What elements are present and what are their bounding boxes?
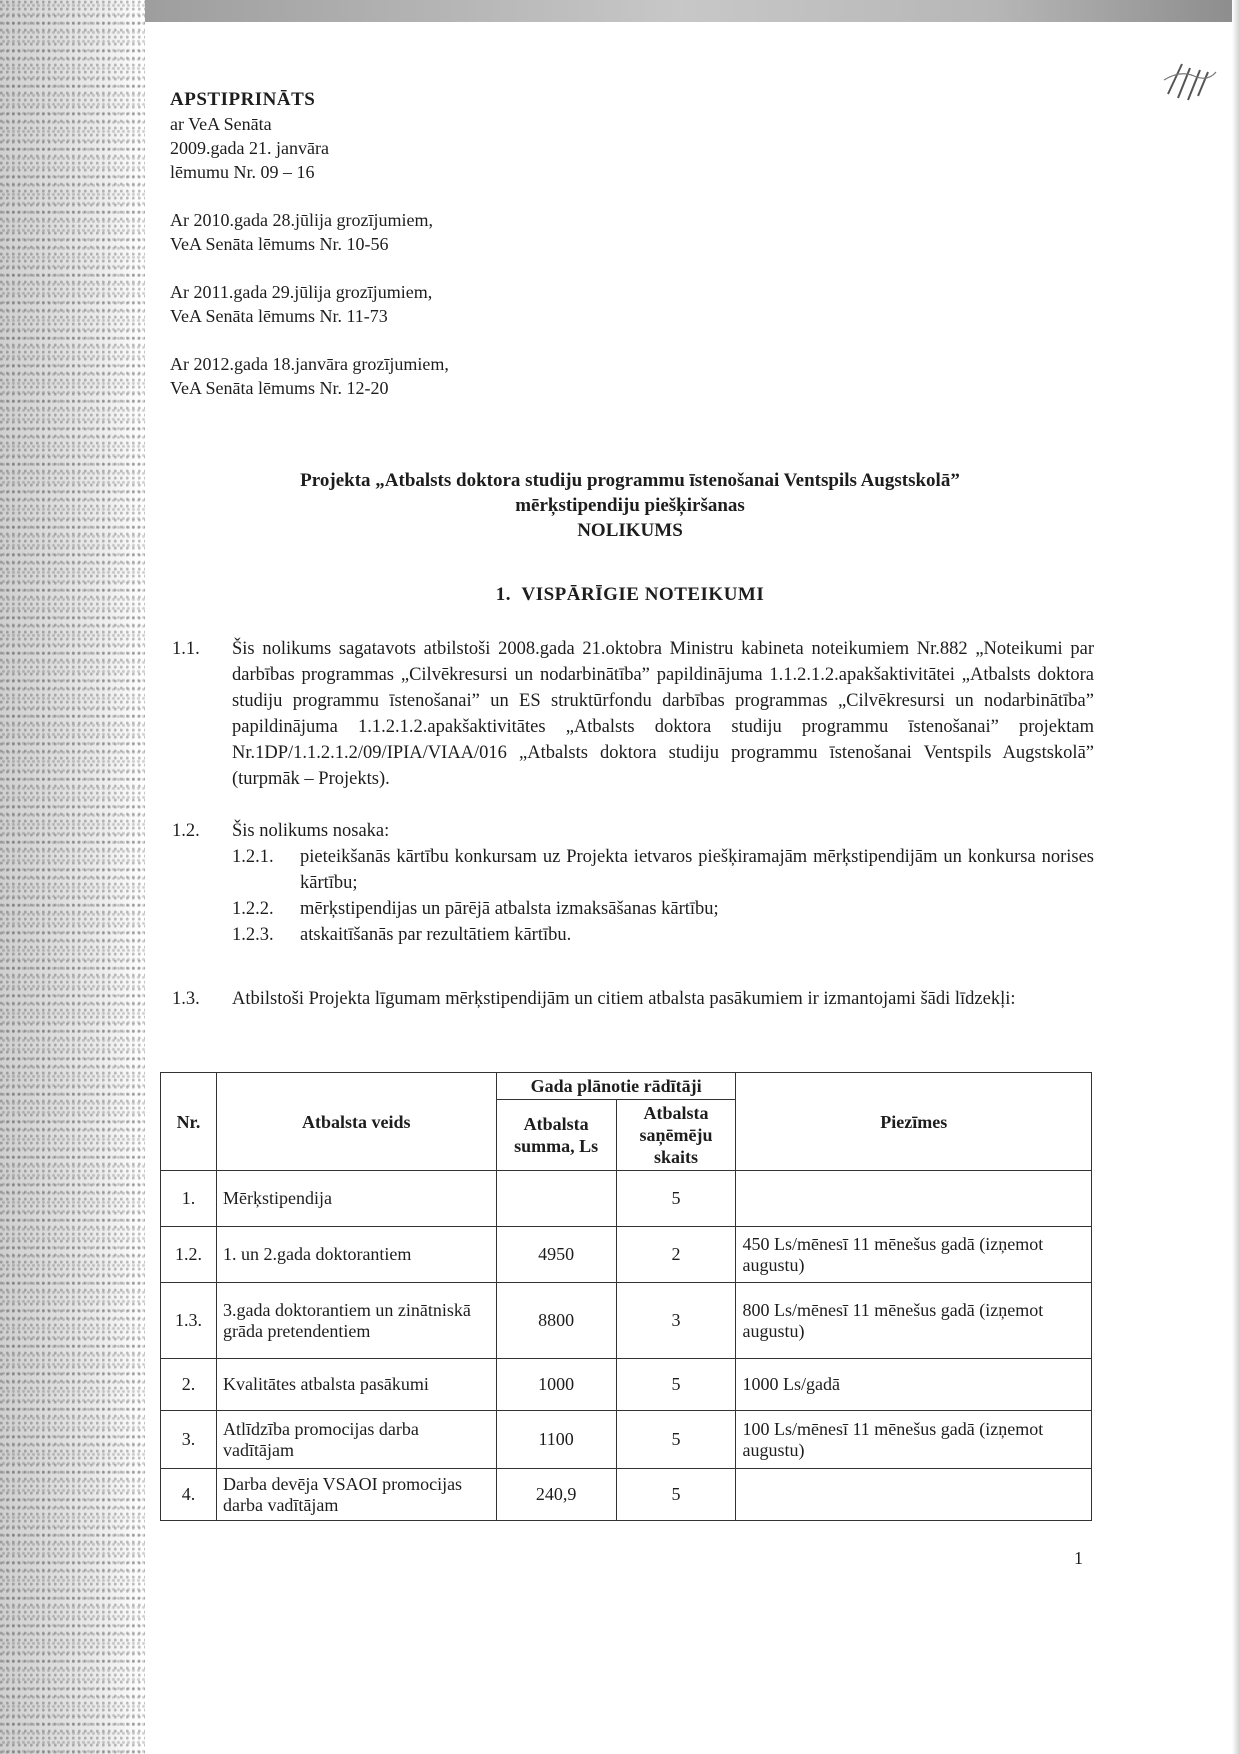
paragraph-number: 1.1. [172,639,200,659]
table-header-row [161,1073,1092,1100]
cell-nr: 3. [161,1411,217,1469]
cell-count: 5 [616,1411,736,1469]
cell-notes: 1000 Ls/gadā [736,1359,1092,1411]
approval-line: lēmumu Nr. 09 – 16 [170,162,315,182]
paragraph-number: 1.3. [172,989,200,1009]
subparagraph-text: mērķstipendijas un pārējā atbalsta izmaksāšanas kārtību; [300,899,719,919]
cell-nr: 1.3. [161,1283,217,1359]
cell-nr: 1.2. [161,1227,217,1283]
paragraph-number: 1.2. [172,821,200,841]
section-heading [160,584,1100,606]
cell-nr: 1. [161,1171,217,1227]
cell-count: 5 [616,1359,736,1411]
scan-top-strip [0,0,1240,22]
subparagraph-text: pieteikšanās kārtību konkursam uz Projekta ietvaros piešķiramajām mērķstipendijām un konkursa norises kārtību; [300,847,1094,893]
cell-type: Kvalitātes atbalsta pasākumi [216,1359,496,1411]
subparagraph-number: 1.2.2. [232,899,274,919]
col-header-count: Atbalsta saņēmēju skaits [616,1100,736,1171]
cell-sum [496,1171,616,1227]
cell-notes: 800 Ls/mēnesī 11 mēnešus gadā (izņemot augustu) [736,1283,1092,1359]
col-header-group: Gada plānotie rādītāji [496,1073,736,1100]
cell-sum: 1000 [496,1359,616,1411]
approval-line: 2009.gada 21. janvāra [170,138,329,158]
table-row [161,1411,1092,1469]
table-row [161,1469,1092,1521]
cell-sum: 240,9 [496,1469,616,1521]
subparagraph-text: atskaitīšanās par rezultātiem kārtību. [300,925,572,945]
approval-line: ar VeA Senāta [170,114,272,134]
title-line: mērķstipendiju piešķiršanas [515,495,745,516]
title-line: Projekta „Atbalsts doktora studiju programmu īstenošanai Ventspils Augstskolā” [300,470,960,491]
approved-heading: APSTIPRINĀTS [170,89,316,110]
handwritten-mark-icon [1160,50,1220,110]
scan-right-edge [1232,0,1240,1754]
paragraph-1-3: Atbilstoši Projekta līgumam mērķstipendijām un citiem atbalsta pasākumiem ir izmantojami šādi līdzekļi: [232,989,1016,1009]
cell-count: 5 [616,1469,736,1521]
cell-count: 5 [616,1171,736,1227]
cell-nr: 4. [161,1469,217,1521]
title-line: NOLIKUMS [577,520,683,541]
amendment-line: Ar 2011.gada 29.jūlija grozījumiem, [170,282,433,302]
cell-count: 2 [616,1227,736,1283]
table-row [161,1171,1092,1227]
cell-type: 3.gada doktorantiem un zinātniskā grāda pretendentiem [216,1283,496,1359]
cell-type: Atlīdzība promocijas darba vadītājam [216,1411,496,1469]
page-number: 1 [1074,1548,1083,1568]
section-number: 1. [495,584,511,605]
subparagraph-number: 1.2.3. [232,925,274,945]
cell-sum: 8800 [496,1283,616,1359]
amendment-line: Ar 2012.gada 18.janvāra grozījumiem, [170,354,449,374]
cell-notes: 450 Ls/mēnesī 11 mēnešus gadā (izņemot augustu) [736,1227,1092,1283]
amendment-line: VeA Senāta lēmums Nr. 12-20 [170,378,389,398]
cell-type: Darba devēja VSAOI promocijas darba vadītājam [216,1469,496,1521]
table-row [161,1283,1092,1359]
cell-count: 3 [616,1283,736,1359]
paragraph-1-2: Šis nolikums nosaka: [232,821,390,841]
cell-type: Mērķstipendija [216,1171,496,1227]
cell-type: 1. un 2.gada doktorantiem [216,1227,496,1283]
section-heading-text: VISPĀRĪGIE NOTEIKUMI [521,584,765,605]
col-header-notes: Piezīmes [736,1073,1092,1171]
amendment-line: VeA Senāta lēmums Nr. 11-73 [170,306,388,326]
table-row [161,1227,1092,1283]
document-title [160,468,1100,543]
col-header-type: Atbalsta veids [216,1073,496,1171]
col-header-nr: Nr. [161,1073,217,1171]
cell-sum: 4950 [496,1227,616,1283]
amendment-line: Ar 2010.gada 28.jūlija grozījumiem, [170,210,433,230]
cell-notes: 100 Ls/mēnesī 11 mēnešus gadā (izņemot augustu) [736,1411,1092,1469]
paragraph-1-1: Šis nolikums sagatavots atbilstoši 2008.gada 21.oktobra Ministru kabineta noteikumiem Nr.882 „Noteikumi par darbības programmas „Cilvēkresursi un nodarbinātība” papildinājuma 1.1.2.1.2.apakšaktivitātei „Atbalsts doktora studiju programmu īstenošanai” un ES struktūrfondu darbības programmas „Cilvēkresursi un nodarbinātība” papildinājuma 1.1.2.1.2.apakšaktivitātes „Atbalsts doktora studiju programmu īstenošanai” projektam Nr.1DP/1.1.2.1.2/09/IPIA/VIAA/016 „Atbalsts doktora studiju programmu īstenošanai Ventspils Augstskolā” (turpmāk – Projekts). [232,639,1094,789]
cell-sum: 1100 [496,1411,616,1469]
table-row [161,1359,1092,1411]
approval-block [170,88,449,400]
amendment-line: VeA Senāta lēmums Nr. 10-56 [170,234,389,254]
subparagraph-number: 1.2.1. [232,847,274,867]
cell-notes [736,1469,1092,1521]
col-header-sum: Atbalsta summa, Ls [496,1100,616,1171]
scan-left-edge [0,0,145,1754]
support-table [160,1072,1092,1521]
cell-nr: 2. [161,1359,217,1411]
cell-notes [736,1171,1092,1227]
